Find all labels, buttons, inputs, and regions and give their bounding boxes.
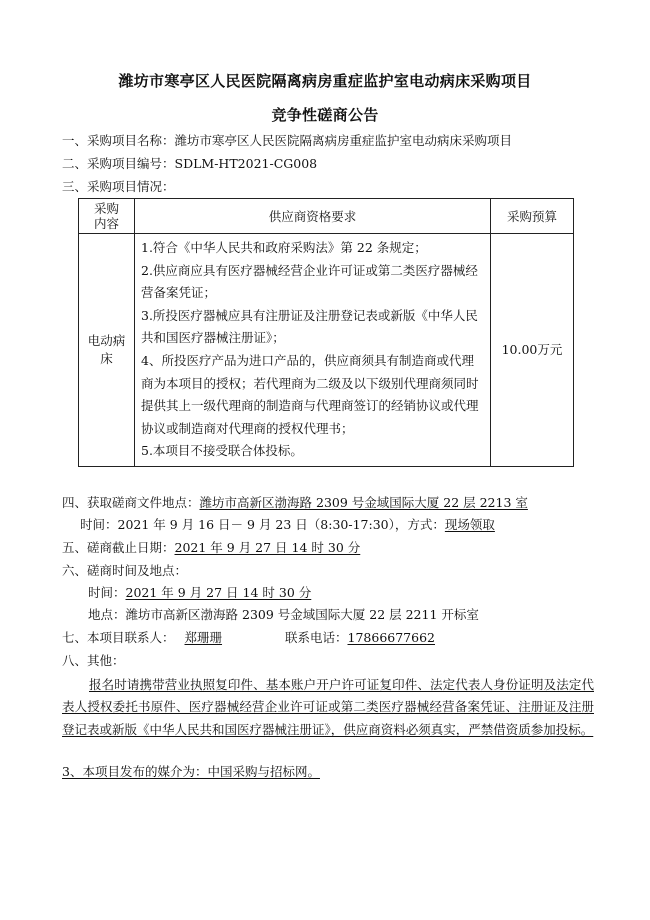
section-other: 八、其他： bbox=[62, 653, 125, 668]
contact-label: 七、本项目联系人： bbox=[62, 630, 175, 645]
consultation-time-value: 2021 年 9 月 27 日 14 时 30 分 bbox=[125, 585, 312, 600]
consultation-time-label: 时间： bbox=[88, 585, 126, 600]
cell-requirements bbox=[135, 234, 491, 467]
phone-label: 联系电话： bbox=[285, 630, 348, 645]
section-phone bbox=[285, 629, 445, 647]
deadline-label: 五、磋商截止日期： bbox=[62, 540, 175, 555]
requirement-item: 4、所投医疗产品为进口产品的，供应商须具有制造商或代理商为本项目的授权；若代理商为二级及以下级别代理商须同时提供其上一级代理商的制造商与代理商签订的经销协议或代理协议或制造商对代理商的授权代理书； bbox=[141, 352, 479, 436]
header-content: 采购 内容 bbox=[79, 199, 135, 234]
table-header-row bbox=[79, 199, 574, 234]
requirement-item: 2.供应商应具有医疗器械经营企业许可证或第二类医疗器械经营备案凭证； bbox=[141, 262, 478, 301]
document-method-value: 现场领取 bbox=[444, 517, 495, 532]
section-consultation: 六、磋商时间及地点： bbox=[62, 563, 188, 578]
header-requirements: 供应商资格要求 bbox=[135, 199, 491, 234]
document-time-label: 时间： bbox=[80, 517, 118, 532]
section-document-location bbox=[62, 494, 528, 512]
cell-category: 电动病 床 bbox=[79, 234, 135, 467]
document-location-value: 潍坊市高新区渤海路 2309 号金域国际大厦 22 层 2213 室 bbox=[199, 495, 528, 510]
project-number-value: SDLM-HT2021-CG008 bbox=[174, 156, 318, 171]
section-document-time bbox=[80, 516, 495, 534]
document-subtitle: 竞争性磋商公告 bbox=[271, 106, 379, 124]
document-location-label: 四、获取磋商文件地点： bbox=[62, 495, 200, 510]
section-project-name bbox=[62, 132, 512, 150]
project-name-label: 一、采购项目名称： bbox=[62, 133, 175, 148]
header-budget: 采购预算 bbox=[491, 199, 574, 234]
section-contact bbox=[62, 629, 232, 647]
other-paragraph: 报名时请携带营业执照复印件、基本账户开户许可证复印件、法定代表人身份证明及法定代表人授权委托书原件、医疗器械经营企业许可证或第二类医疗器械经营备案凭证、注册证及注册登记表或新版《中华人民共和国医疗器械注册证》，供应商资料必须真实，严禁借资质参加投标。 bbox=[62, 677, 594, 737]
requirement-item: 1.符合《中华人民共和政府采购法》第 22 条规定； bbox=[141, 240, 427, 255]
table-row bbox=[79, 234, 574, 467]
consultation-place bbox=[88, 606, 479, 624]
consultation-place-value: 潍坊市高新区渤海路 2309 号金域国际大厦 22 层 2211 开标室 bbox=[125, 607, 479, 622]
section-deadline bbox=[62, 539, 360, 557]
cell-budget: 10.00万元 bbox=[491, 234, 574, 467]
publication-media: 3、本项目发布的媒介为：中国采购与招标网。 bbox=[62, 764, 320, 779]
phone-value: 17866677662 bbox=[347, 630, 435, 645]
contact-name: 郑珊珊 bbox=[184, 630, 223, 645]
consultation-place-label: 地点： bbox=[88, 607, 126, 622]
deadline-value: 2021 年 9 月 27 日 14 时 30 分 bbox=[174, 540, 361, 555]
procurement-table bbox=[78, 198, 574, 467]
consultation-time bbox=[88, 584, 311, 602]
project-number-label: 二、采购项目编号： bbox=[62, 156, 175, 171]
section-project-number bbox=[62, 155, 317, 173]
section-project-info: 三、采购项目情况： bbox=[62, 179, 175, 194]
document-title: 潍坊市寒亭区人民医院隔离病房重症监护室电动病床采购项目 bbox=[118, 72, 532, 90]
requirement-item: 3.所投医疗器械应具有注册证及注册登记表或新版《中华人民共和国医疗器械注册证》； bbox=[141, 307, 478, 346]
document-time-value: 2021 年 9 月 16 日－ 9 月 23 日（8:30-17:30），方式： bbox=[117, 517, 445, 532]
project-name-value: 潍坊市寒亭区人民医院隔离病房重症监护室电动病床采购项目 bbox=[174, 133, 513, 148]
requirement-item: 5.本项目不接受联合体投标。 bbox=[141, 443, 303, 459]
